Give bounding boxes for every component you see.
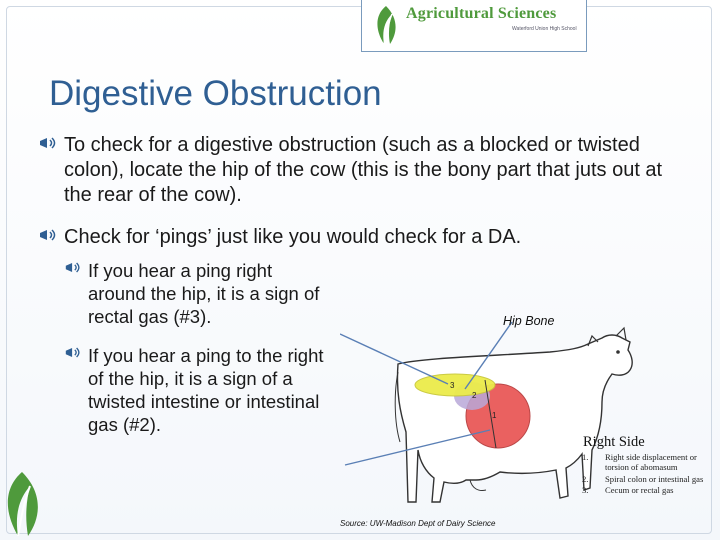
sub-bullet-text: If you hear a ping to the right of the hip, it is a sign of a twisted intestine or intestinal gas (#2). <box>88 345 324 435</box>
legend-number: 3. <box>582 485 589 496</box>
bullet-text: Check for ‘pings’ just like you would check for a DA. <box>64 226 522 248</box>
legend-item <box>582 453 714 473</box>
figure-source: Source: UW-Madison Dept of Dairy Science <box>340 519 496 528</box>
legend-number: 1. <box>582 452 589 462</box>
hip-bone-label: Hip Bone <box>503 314 555 328</box>
legend-item <box>582 486 714 496</box>
cow-diagram <box>340 312 720 537</box>
legend-text: Right side displacement or torsion of abomasum <box>605 452 697 472</box>
zone-label-3: 3 <box>450 381 455 390</box>
slide-title: Digestive Obstruction <box>49 74 382 113</box>
legend-number: 2. <box>582 473 589 484</box>
legend-item <box>582 475 714 485</box>
megaphone-bullet-icon <box>64 261 82 274</box>
corner-leaf-logo-icon <box>0 470 44 540</box>
legend-list <box>582 453 714 498</box>
bullet-pings <box>64 225 664 250</box>
zone-label-1: 1 <box>492 411 497 420</box>
logo-subtitle: Waterford Union High School <box>512 26 577 32</box>
legend-title: Right Side <box>583 434 645 450</box>
sub-bullet-intestinal-gas <box>88 344 343 436</box>
bullet-obstruction <box>64 133 664 208</box>
bullet-text: To check for a digestive obstruction (such as a blocked or twisted colon), locate the hip of the cow (this is the bony part that juts out at the rear of the cow). <box>64 134 663 206</box>
logo-banner <box>361 0 587 52</box>
logo-title: Agricultural Sciences <box>406 5 557 22</box>
leaf-logo-icon <box>372 4 400 48</box>
sub-bullet-rectal-gas <box>88 259 328 328</box>
legend-text: Cecum or rectal gas <box>605 485 674 496</box>
megaphone-bullet-icon <box>38 228 58 242</box>
legend-text: Spiral colon or intestinal gas <box>605 473 704 484</box>
megaphone-bullet-icon <box>38 136 58 150</box>
megaphone-bullet-icon <box>64 346 82 359</box>
sub-bullet-text: If you hear a ping right around the hip, it is a sign of rectal gas (#3). <box>88 260 320 327</box>
zone-label-2: 2 <box>472 391 477 400</box>
zone-3-cecum <box>415 374 495 396</box>
